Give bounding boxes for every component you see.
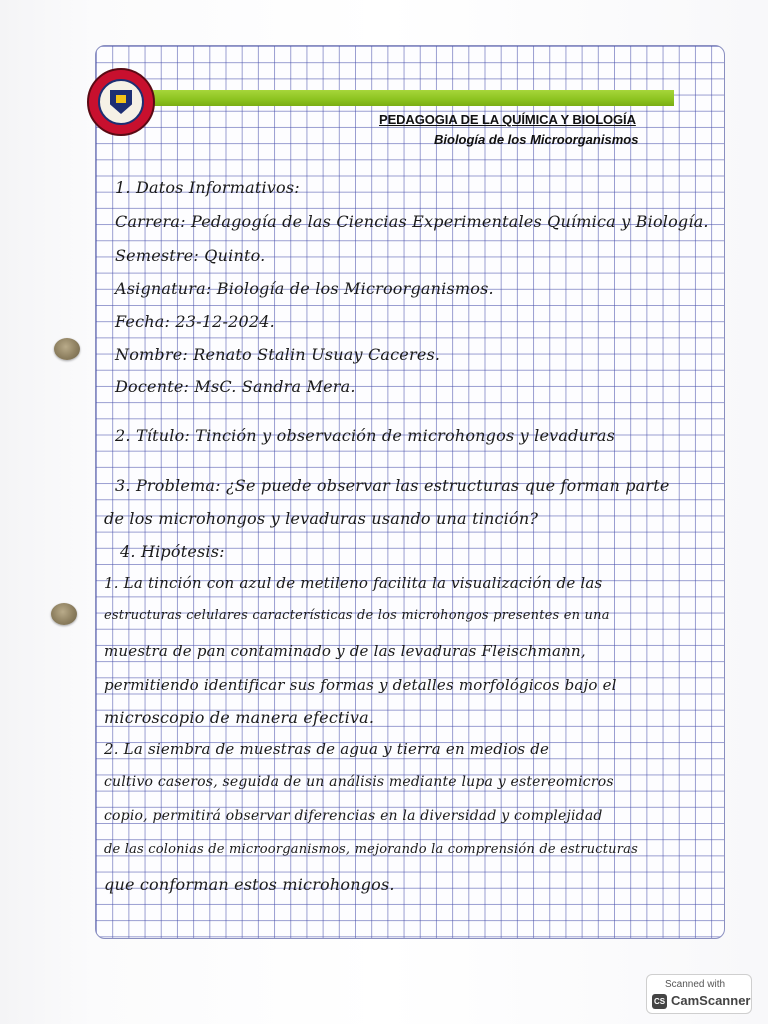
line-fecha: Fecha: 23-12-2024. (115, 312, 275, 331)
problem-continuation: de los microhongos y levaduras usando una tinción? (104, 509, 539, 528)
university-seal-logo (87, 68, 155, 136)
line-semestre: Semestre: Quinto. (115, 246, 266, 265)
line-nombre: Nombre: Renato Stalin Usuay Caceres. (115, 345, 441, 364)
shield-icon (110, 90, 132, 114)
camscanner-icon: CS (652, 994, 667, 1009)
line-asignatura: Asignatura: Biología de los Microorganismos. (115, 279, 494, 298)
seal-inner-ring (98, 79, 144, 125)
hypothesis-2-line-1: 2. La siembra de muestras de agua y tierra en medios de (104, 740, 550, 758)
section-4-heading: 4. Hipótesis: (120, 542, 225, 561)
hypothesis-1-line-5: microscopio de manera efectiva. (104, 708, 375, 727)
header-green-bar (152, 90, 674, 106)
header-subtitle: Biología de los Microorganismos (434, 132, 639, 147)
hypothesis-1-line-3: muestra de pan contaminado y de las levaduras Fleischmann, (104, 642, 586, 660)
line-docente: Docente: MsC. Sandra Mera. (115, 377, 356, 396)
hypothesis-2-line-4: de las colonias de microorganismos, mejorando la comprensión de estructuras (104, 842, 638, 857)
camscanner-watermark (646, 974, 752, 1014)
header-title: PEDAGOGIA DE LA QUÍMICA Y BIOLOGÍA (379, 112, 636, 127)
line-carrera: Carrera: Pedagogía de las Ciencias Experimentales Química y Biología. (115, 212, 709, 231)
hypothesis-2-line-2: cultivo caseros, seguida de un análisis mediante lupa y estereomicros (104, 774, 614, 790)
binder-hole-bottom (51, 603, 77, 625)
section-2-title: 2. Título: Tinción y observación de microhongos y levaduras (115, 426, 616, 445)
binder-hole-top (54, 338, 80, 360)
section-3-problem: 3. Problema: ¿Se puede observar las estructuras que forman parte (115, 476, 670, 495)
hypothesis-2-line-5: que conforman estos microhongos. (104, 875, 395, 894)
hypothesis-1-line-1: 1. La tinción con azul de metileno facilita la visualización de las (104, 574, 603, 592)
camscanner-name: CamScanner (671, 993, 751, 1008)
hypothesis-2-line-3: copio, permitirá observar diferencias en la diversidad y complejidad (104, 808, 603, 824)
hypothesis-1-line-2: estructuras celulares características de los microhongos presentes en una (104, 608, 610, 623)
hypothesis-1-line-4: permitiendo identificar sus formas y detalles morfológicos bajo el (104, 676, 617, 694)
section-1-heading: 1. Datos Informativos: (115, 178, 300, 197)
scanned-with-label: Scanned with (665, 979, 726, 990)
